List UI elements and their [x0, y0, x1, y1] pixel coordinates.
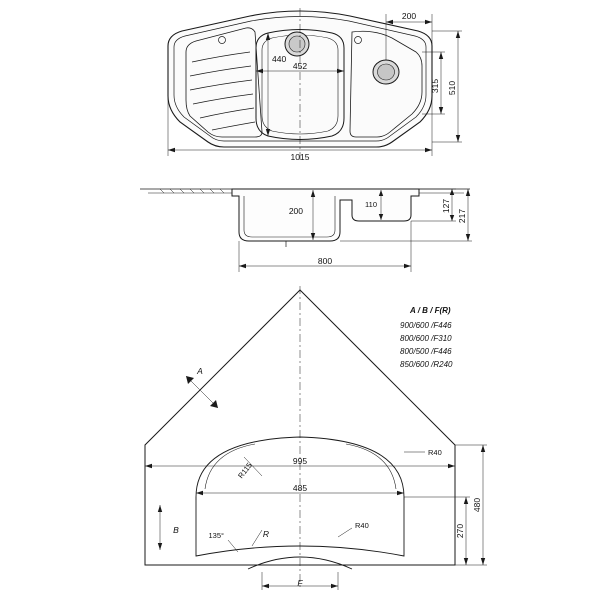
hatch-4 [190, 189, 194, 193]
dim-base-width: 800 [317, 256, 333, 266]
dim-angle: 135° [208, 531, 224, 540]
dim-small-bowl-depth: 110 [365, 200, 377, 209]
hatch-3 [180, 189, 184, 193]
dim-height-270: 270 [455, 523, 465, 539]
top-view [168, 8, 432, 160]
dim-height-480: 480 [472, 497, 482, 513]
variant-row-1: 900/600 /F446 [400, 321, 452, 330]
label-edge-a: A [197, 366, 203, 376]
label-edge-b: B [173, 525, 179, 535]
label-radius-r: R [262, 529, 270, 539]
variant-row-4: 850/600 /R240 [400, 360, 453, 369]
dim-bowl-depth-section: 200 [288, 206, 303, 216]
section-view [140, 189, 470, 247]
small-bowl-drain-inner [378, 64, 395, 80]
hatch-5 [200, 189, 204, 193]
hatch-2 [170, 189, 174, 193]
dim-rim-height: 127 [441, 198, 451, 214]
hatch-6 [210, 189, 214, 193]
dim-width-485: 485 [292, 483, 308, 493]
faucet-hole-inner [289, 36, 305, 52]
dim-radius-right: R40 [428, 448, 442, 457]
dim-overall-width: 1015 [290, 152, 310, 162]
dim-depth-inner: 315 [430, 78, 440, 94]
hatch-1 [160, 189, 164, 193]
dim-width-995: 995 [292, 456, 308, 466]
variant-table-title: A / B / F(R) [410, 306, 451, 315]
label-front-f: F [297, 578, 303, 588]
cutout-view [145, 286, 455, 588]
dim-radius-bottom: R40 [355, 521, 369, 530]
dim-drain-offset: 200 [401, 11, 417, 21]
variant-row-2: 800/600 /F310 [400, 334, 452, 343]
variant-row-3: 800/500 /F446 [400, 347, 452, 356]
dim-depth-outer: 510 [447, 80, 457, 96]
cutout-outline [145, 290, 455, 565]
dim-bowl-width: 452 [292, 61, 308, 71]
sink-section-profile [232, 189, 419, 241]
dim-radius-left: R115 [236, 460, 254, 481]
hatch-7 [220, 189, 224, 193]
dim-bowl-depth: 440 [272, 54, 287, 64]
dim-total-height: 217 [457, 208, 467, 224]
